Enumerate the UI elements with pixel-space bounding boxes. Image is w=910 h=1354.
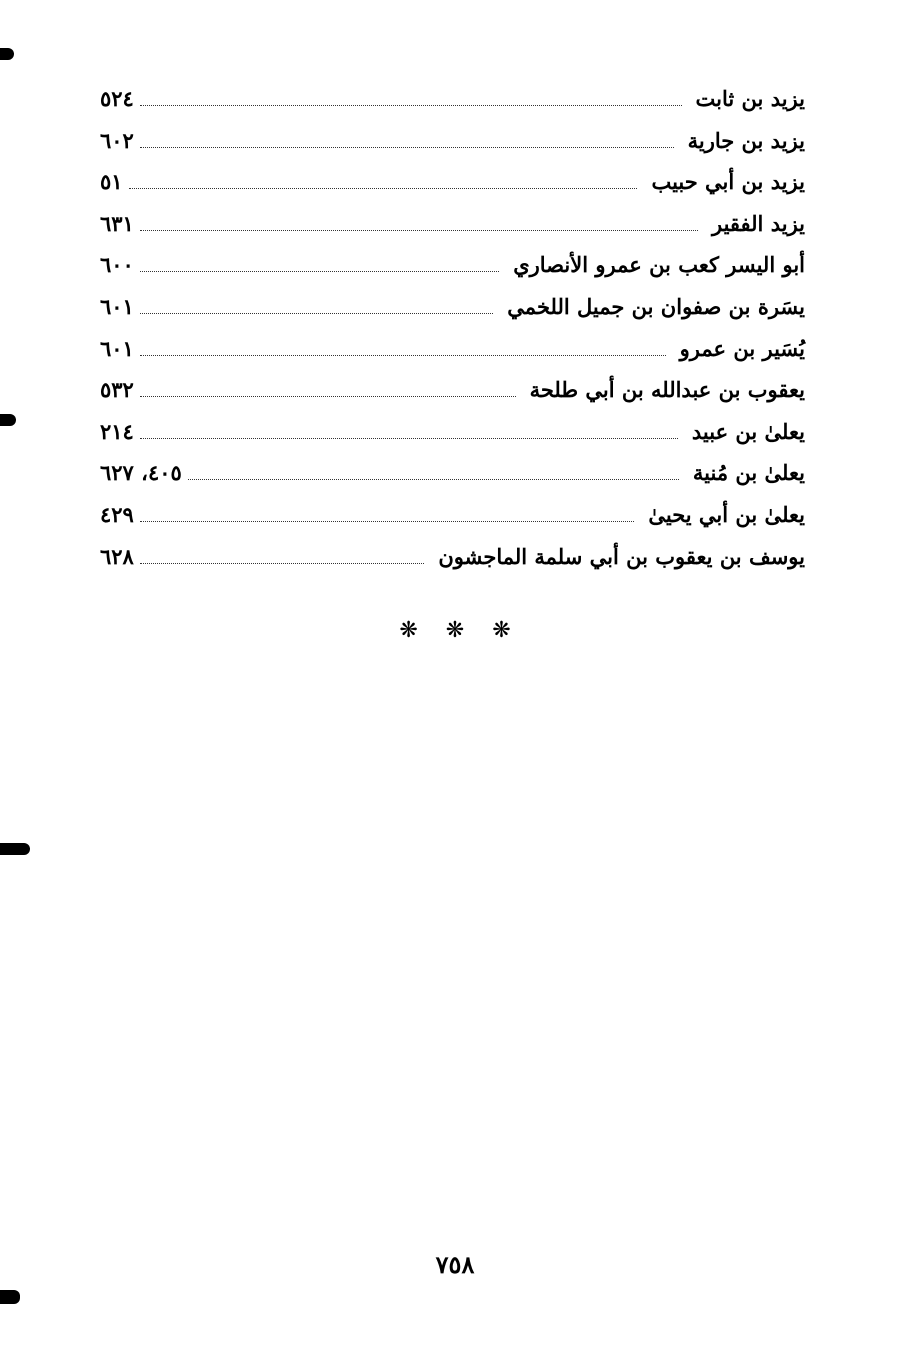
dot-leader [140,438,678,439]
entry-name: يزيد بن أبي حبيب [651,169,805,195]
entry-name: أبو اليسر كعب بن عمرو الأنصاري [513,252,805,278]
index-entry [100,419,805,461]
entry-name: يُسَير بن عمرو [679,335,805,361]
entry-pages: ٦٠١ [100,335,134,361]
dot-leader [140,313,493,314]
entry-pages: ٢١٤ [100,418,134,444]
entry-pages: ٤٠٥، ٦٢٧ [100,460,182,486]
index-list [100,86,805,585]
entry-name: يزيد الفقير [711,210,805,236]
entry-pages: ٦٠١ [100,293,134,319]
dot-leader [140,105,682,106]
index-entry [100,502,805,544]
entry-name: يزيد بن ثابت [695,86,805,111]
page-number: ٧٥٨ [435,1250,475,1279]
entry-name: يعقوب بن عبدالله بن أبي طلحة [529,377,805,403]
entry-pages: ٦٠٠ [100,252,134,278]
entry-name: يعلىٰ بن أبي يحيىٰ [648,501,805,527]
entry-name: يسَرة بن صفوان بن جميل اللخمي [507,293,805,319]
index-entry [100,294,805,336]
section-separator: ❋❋❋ [399,618,539,643]
entry-pages: ٦٣١ [100,210,134,236]
index-entry [100,169,805,211]
entry-pages: ٥٣٢ [100,377,134,403]
index-entry [100,252,805,294]
entry-pages: ٥١ [100,169,123,195]
entry-pages: ٤٢٩ [100,501,134,527]
scan-edge-mark [0,48,14,60]
entry-name: يعلىٰ بن عبيد [691,418,805,444]
dot-leader [140,271,499,272]
index-entry [100,460,805,502]
index-entry [100,211,805,253]
dot-leader [140,147,674,148]
index-entry [100,377,805,419]
index-entry [100,128,805,170]
dot-leader [140,563,424,564]
scan-edge-mark [0,1290,20,1304]
entry-name: يزيد بن جارية [687,127,805,153]
dot-leader [129,188,638,189]
scan-edge-mark [0,843,30,855]
index-entry [100,336,805,378]
dot-leader [140,230,698,231]
dot-leader [140,521,635,522]
index-entry [100,86,805,128]
entry-pages: ٥٢٤ [100,86,134,111]
scan-edge-mark [0,414,16,426]
entry-pages: ٦٠٢ [100,127,134,153]
entry-name: يوسف بن يعقوب بن أبي سلمة الماجشون [438,543,805,569]
entry-pages: ٦٢٨ [100,543,134,569]
index-entry [100,544,805,586]
entry-name: يعلىٰ بن مُنية [692,460,805,486]
dot-leader [140,396,516,397]
dot-leader [140,355,666,356]
dot-leader [188,479,679,480]
